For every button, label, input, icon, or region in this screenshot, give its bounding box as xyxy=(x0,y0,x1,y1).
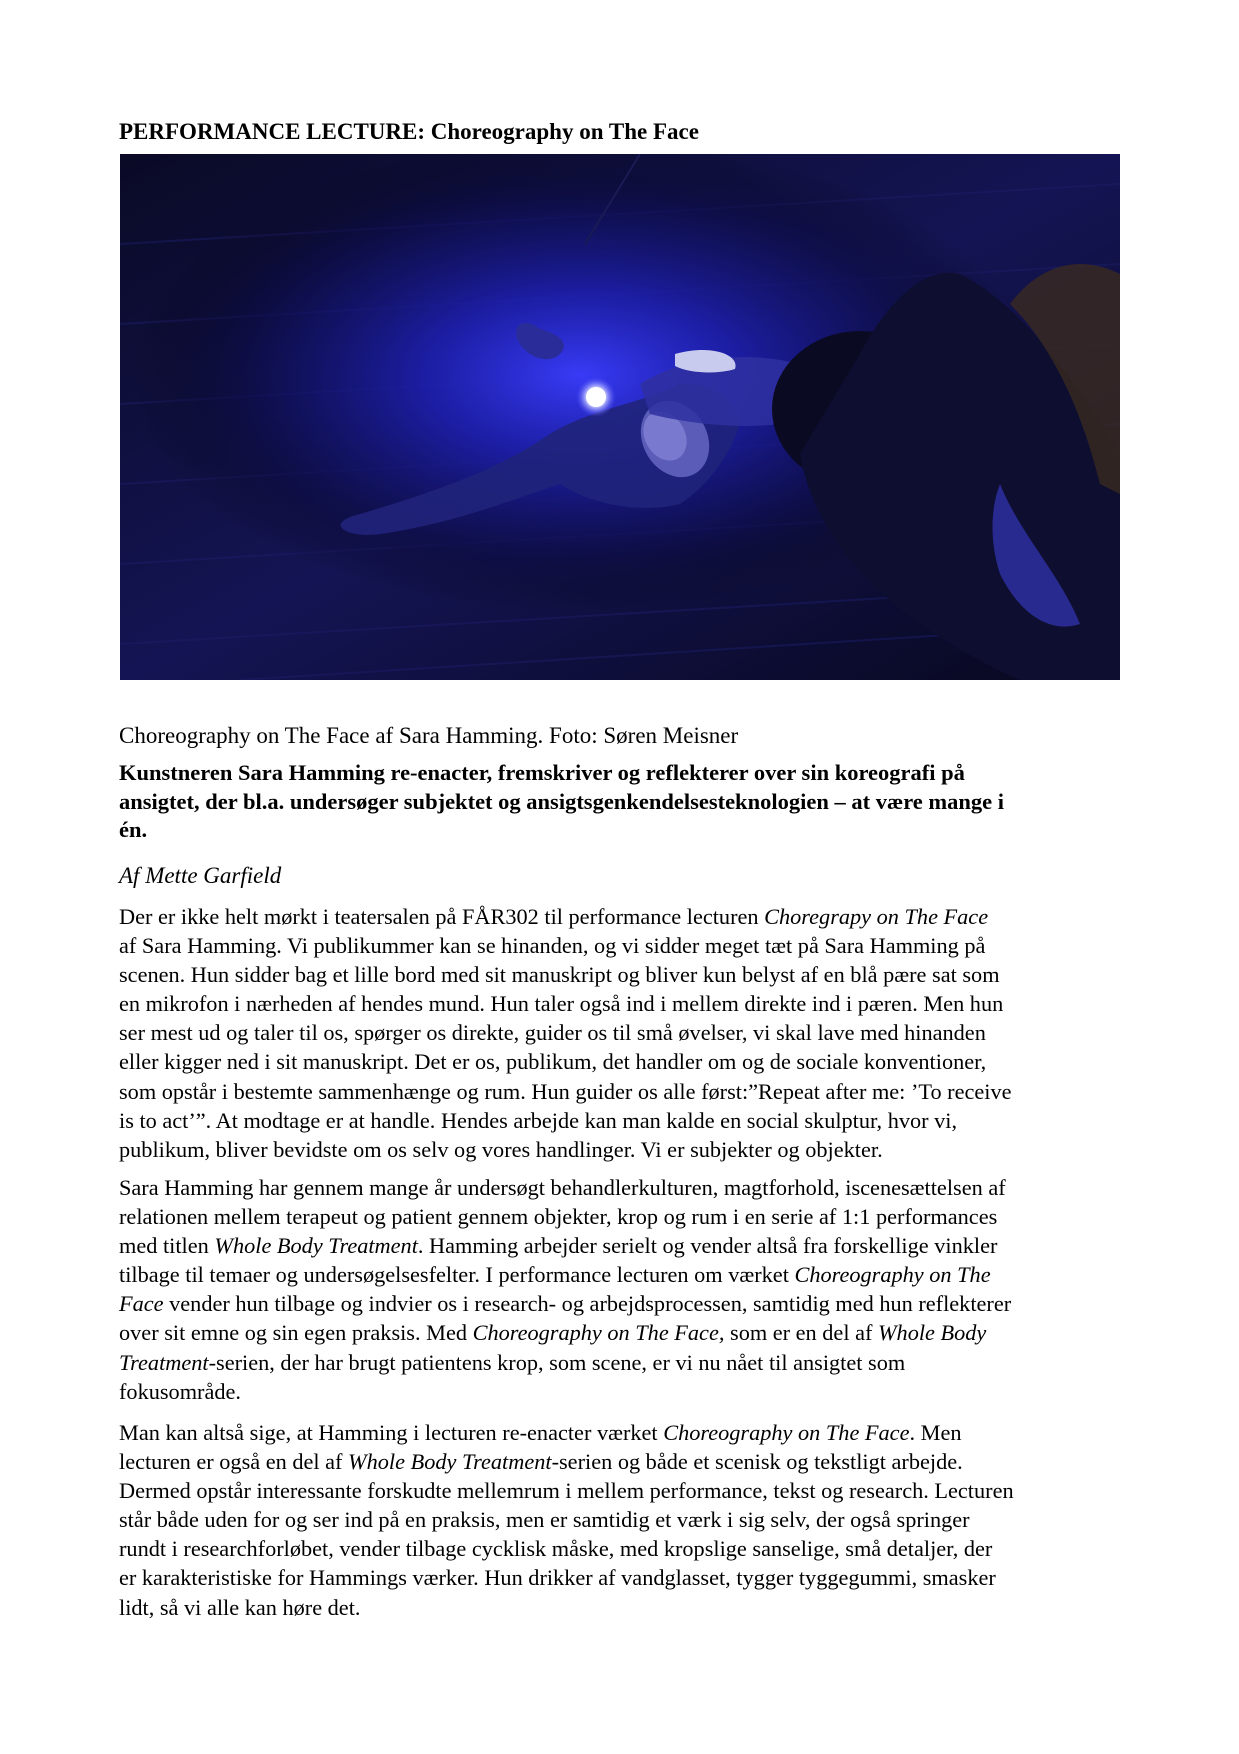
paragraph-line xyxy=(119,960,1129,989)
italic-title-run: Treatment xyxy=(119,1349,209,1375)
paragraph-line xyxy=(119,1260,1129,1289)
text-run: relationen mellem terapeut og patient gennem objekter, krop og rum i en serie af 1:1 performances xyxy=(119,1204,998,1230)
text-run: . Men xyxy=(909,1420,962,1445)
paragraph-line xyxy=(119,1289,1129,1318)
paragraph-line xyxy=(119,1593,1129,1622)
text-run: tilbage til temaer og undersøgelsesfelter. I performance lecturen om værket xyxy=(119,1262,795,1288)
body-paragraph xyxy=(119,1418,1129,1622)
performance-photo xyxy=(120,154,1120,680)
paragraph-line xyxy=(119,1318,1129,1347)
lead-line: Kunstneren Sara Hamming re-enacter, fremskriver og reflekterer over sin koreografi på xyxy=(119,760,965,785)
paragraph-line xyxy=(119,1377,1129,1406)
photo-caption: Choreography on The Face af Sara Hamming. Foto: Søren Meisner xyxy=(119,723,739,748)
text-run: vender hun tilbage og indvier os i research- og arbejdsprocessen, samtidig med hun reflekterer xyxy=(163,1291,1012,1317)
text-run: en mikrofon i nærheden af hendes mund. Hun taler også ind i mellem direkte ind i pæren. Men hun xyxy=(119,991,1004,1017)
paragraph-line xyxy=(119,1418,1129,1447)
text-run: fokusområde. xyxy=(119,1378,241,1404)
text-run: lidt, så vi alle kan høre det. xyxy=(119,1594,361,1620)
paragraph-line xyxy=(119,1534,1129,1563)
paragraph-line xyxy=(119,1135,1129,1164)
text-run: over sit emne og sin egen praksis. Med xyxy=(119,1320,473,1346)
text-run: Sara Hamming har gennem mange år undersøgt behandlerkulturen, magtforhold, iscenesættelsen af xyxy=(119,1175,1006,1200)
paragraph-line xyxy=(119,1563,1129,1592)
article-title: PERFORMANCE LECTURE: Choreography on The Face xyxy=(119,119,699,144)
text-run: publikum, bliver bevidste om os selv og vores handlinger. Vi er subjekter og objekter. xyxy=(119,1136,883,1162)
text-run: af Sara Hamming. Vi publikummer kan se hinanden, og vi sidder meget tæt på Sara Hamming på xyxy=(119,933,986,959)
text-run: rundt i researchforløbet, vender tilbage cycklisk måske, med kropslige sanselige, små detaljer, der xyxy=(119,1536,993,1562)
italic-title-run: Whole Body Treatment xyxy=(348,1449,552,1475)
italic-title-run: Choregrapy on The Face xyxy=(764,904,989,929)
lead-line: én. xyxy=(119,817,148,842)
text-run: som er en del af xyxy=(724,1320,878,1346)
article-byline: Af Mette Garfield xyxy=(119,863,282,888)
text-run: Der er ikke helt mørkt i teatersalen på FÅR302 til performance lecturen xyxy=(119,904,765,929)
paragraph-line xyxy=(119,1202,1129,1231)
paragraph-line xyxy=(119,989,1129,1018)
italic-title-run: Face xyxy=(119,1291,164,1317)
text-run: scenen. Hun sidder bag et lille bord med sit manuskript og bliver kun belyst af en blå pære sat som xyxy=(119,962,1000,988)
lead-line: ansigtet, der bl.a. undersøger subjektet og ansigtsgenkendelsesteknologien – at være mange i xyxy=(119,788,1005,814)
paragraph-line xyxy=(119,1106,1129,1135)
paragraph-line xyxy=(119,1047,1129,1076)
text-run: er karakteristiske for Hammings værker. Hun drikker af vandglasset, tygger tyggegummi, smasker xyxy=(119,1565,996,1591)
text-run: med titlen xyxy=(119,1233,215,1259)
body-paragraph xyxy=(119,1173,1129,1406)
text-run: lecturen er også en del af xyxy=(119,1449,349,1475)
paragraph-line xyxy=(119,1476,1129,1505)
paragraph-line xyxy=(119,1018,1129,1047)
paragraph-line xyxy=(119,1231,1129,1260)
text-run: -serien og både et scenisk og tekstligt arbejde. xyxy=(551,1449,963,1475)
paragraph-line xyxy=(119,1348,1129,1377)
paragraph-line xyxy=(119,1447,1129,1476)
text-run: eller kigger ned i sit manuskript. Det er os, publikum, det handler om og de sociale konventioner, xyxy=(119,1049,987,1075)
paragraph-line xyxy=(119,1173,1129,1202)
text-run: som opstår i bestemte sammenhænge og rum. Hun guider os alle først:”Repeat after me: ’To receive xyxy=(119,1078,1012,1104)
text-run: Man kan altså sige, at Hamming i lecturen re-enacter værket xyxy=(119,1420,664,1445)
paragraph-line xyxy=(119,1505,1129,1534)
paragraph-line xyxy=(119,931,1129,960)
italic-title-run: Whole Body Treatment xyxy=(214,1233,418,1259)
italic-title-run: Choreography on The Face xyxy=(663,1420,910,1445)
text-run: ser mest ud og taler til os, spørger os direkte, guider os til små øvelser, vi skal lave med hinanden xyxy=(119,1020,986,1046)
paragraph-line xyxy=(119,1077,1129,1106)
text-run: Dermed opstår interessante forskudte mellemrum i mellem performance, tekst og research. Lecturen xyxy=(119,1478,1014,1504)
text-run: . Hamming arbejder serielt og vender altså fra forskellige vinkler xyxy=(417,1233,998,1259)
paragraph-line xyxy=(119,902,1129,931)
text-run: står både uden for og ser ind på en praksis, men er samtidig et værk i sig selv, der også springer xyxy=(119,1507,970,1533)
text-run: is to act’”. At modtage er at handle. Hendes arbejde kan man kalde en social skulptur, hvor vi, xyxy=(119,1107,958,1133)
text-run: -serien, der har brugt patientens krop, som scene, er vi nu nået til ansigtet som xyxy=(208,1349,906,1375)
italic-title-run: Whole Body xyxy=(877,1320,987,1346)
article-lead xyxy=(119,759,1129,845)
italic-title-run: Choreography on The Face, xyxy=(472,1320,725,1346)
italic-title-run: Choreography on The xyxy=(794,1262,991,1288)
performance-photo-illustration xyxy=(120,154,1120,680)
body-paragraph xyxy=(119,902,1129,1164)
